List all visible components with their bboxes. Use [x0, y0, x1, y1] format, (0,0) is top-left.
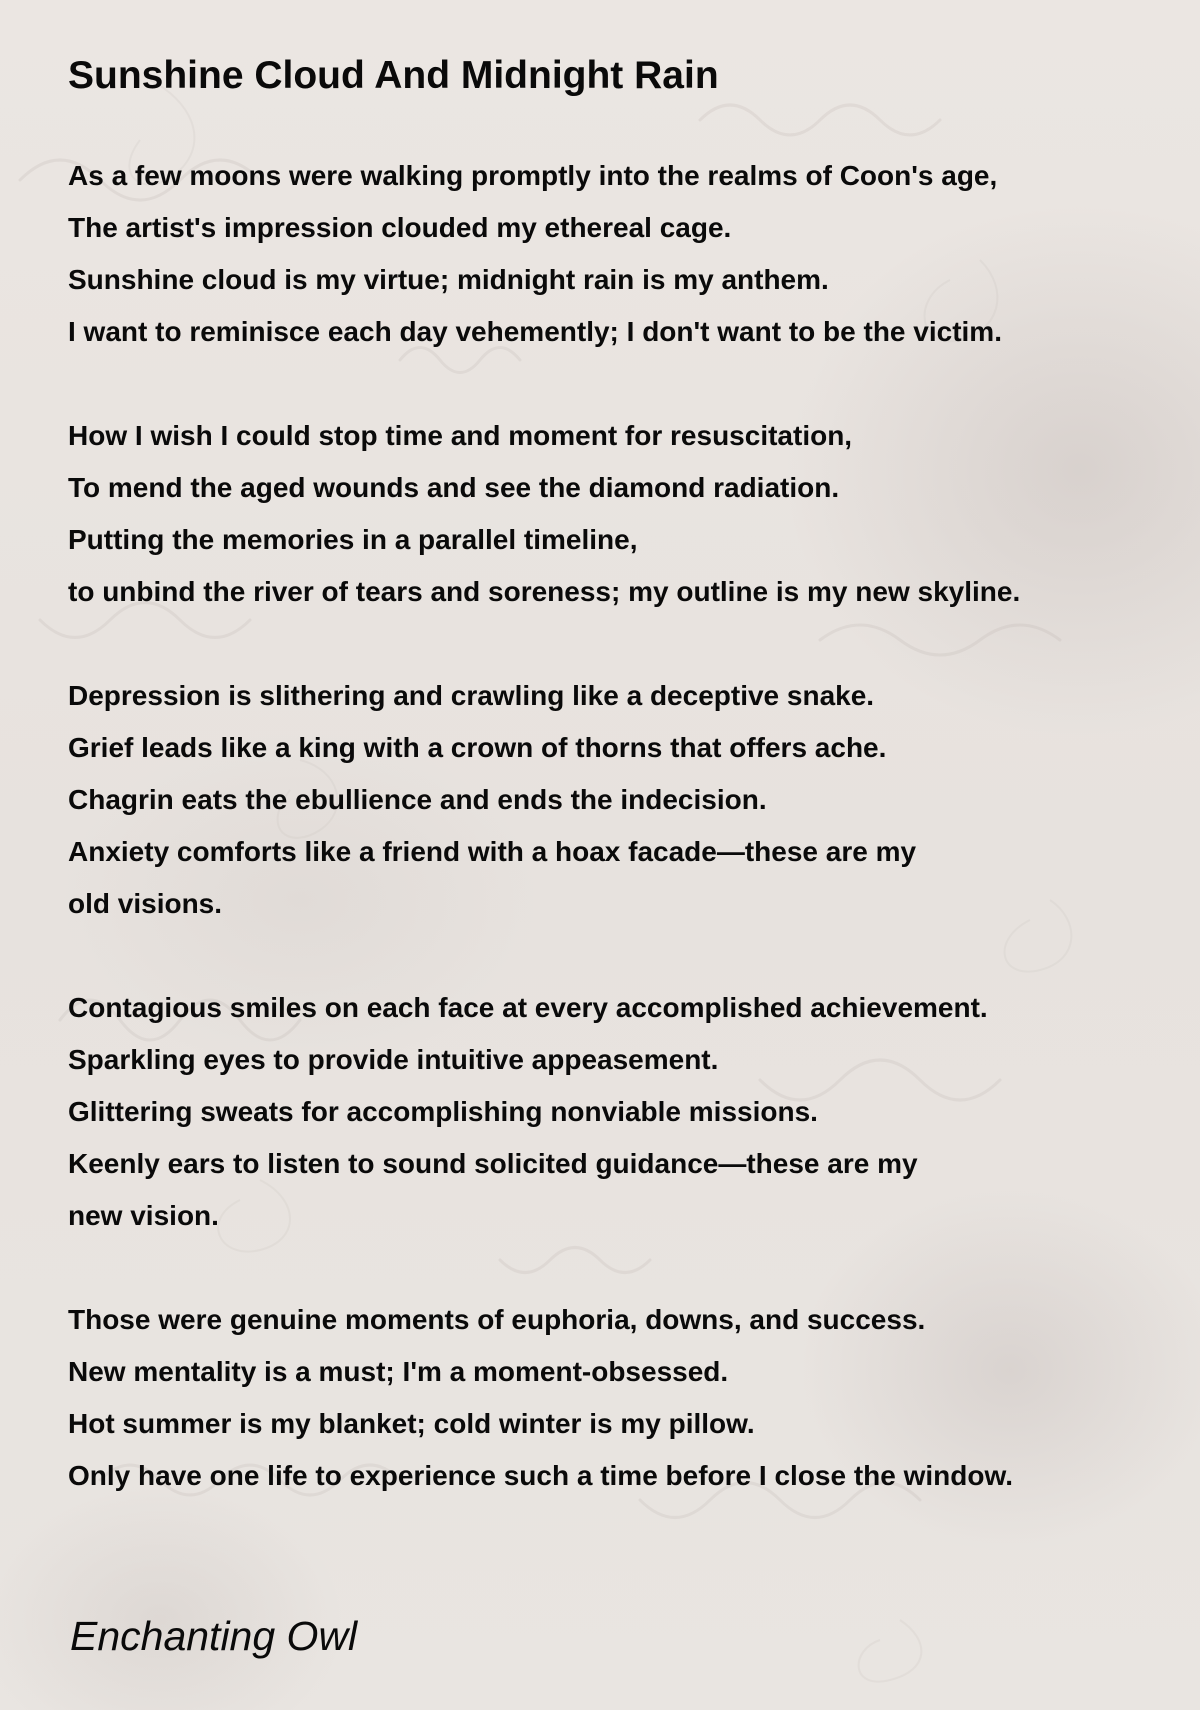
poem-body — [68, 150, 1178, 1554]
stanza-4 — [68, 982, 1178, 1242]
poem-line: Sparkling eyes to provide intuitive appeasement. — [68, 1044, 719, 1075]
poem-line: As a few moons were walking promptly into the realms of Coon's age, — [68, 160, 998, 191]
poem-line: Grief leads like a king with a crown of thorns that offers ache. — [68, 732, 887, 763]
poem-line: Sunshine cloud is my virtue; midnight rain is my anthem. — [68, 264, 829, 295]
poem-line: Depression is slithering and crawling like a deceptive snake. — [68, 680, 875, 711]
poem-line: Only have one life to experience such a time before I close the window. — [68, 1460, 1013, 1491]
poem-line: Chagrin eats the ebullience and ends the indecision. — [68, 784, 767, 815]
stanza-5 — [68, 1294, 1178, 1502]
poem-line: old visions. — [68, 888, 223, 919]
poem-author: Enchanting Owl — [70, 1613, 358, 1659]
poem-line: Glittering sweats for accomplishing nonviable missions. — [68, 1096, 818, 1127]
stanza-3 — [68, 670, 1178, 930]
poem-line: The artist's impression clouded my ethereal cage. — [68, 212, 732, 243]
poem-line: Those were genuine moments of euphoria, downs, and success. — [68, 1304, 926, 1335]
poem-line: Contagious smiles on each face at every accomplished achievement. — [68, 992, 988, 1023]
poem-title: Sunshine Cloud And Midnight Rain — [68, 54, 719, 97]
stanza-2 — [68, 410, 1178, 618]
stanza-1 — [68, 150, 1178, 358]
poem-line: Putting the memories in a parallel timeline, — [68, 524, 638, 555]
poem-line: I want to reminisce each day vehemently; I don't want to be the victim. — [68, 316, 1002, 347]
poem-line: to unbind the river of tears and soreness; my outline is my new skyline. — [68, 576, 1021, 607]
poem-line: New mentality is a must; I'm a moment-obsessed. — [68, 1356, 729, 1387]
poem-line: Keenly ears to listen to sound solicited guidance—these are my — [68, 1148, 918, 1179]
poem-line: Anxiety comforts like a friend with a hoax facade—these are my — [68, 836, 917, 867]
poem-line: How I wish I could stop time and moment for resuscitation, — [68, 420, 853, 451]
poem-line: new vision. — [68, 1200, 219, 1231]
poem-line: To mend the aged wounds and see the diamond radiation. — [68, 472, 840, 503]
poem-line: Hot summer is my blanket; cold winter is my pillow. — [68, 1408, 755, 1439]
